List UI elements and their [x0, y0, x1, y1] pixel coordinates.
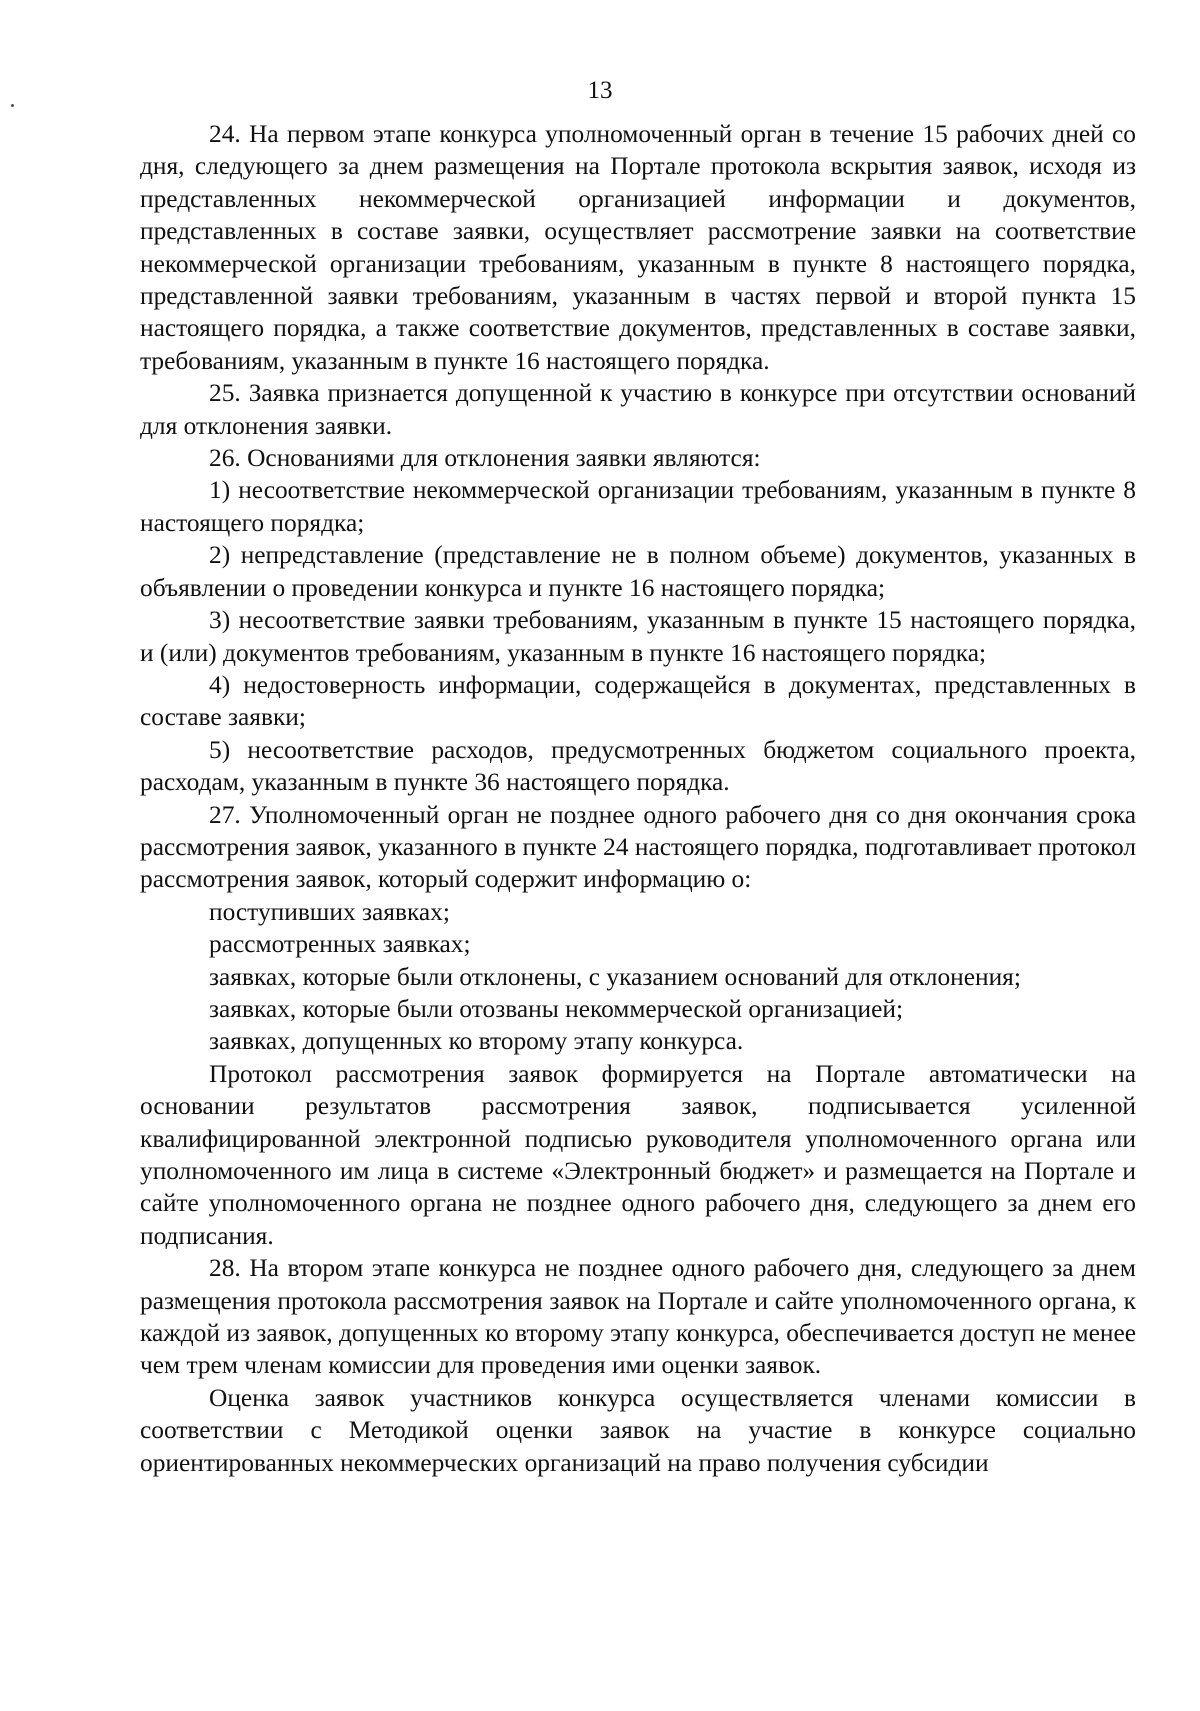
paragraph-26-item-4: 4) недостоверность информации, содержащейся в документах, представленных в составе заявки;: [140, 670, 1136, 732]
protocol-item: рассмотренных заявках;: [209, 930, 471, 959]
paragraph-25: 25. Заявка признается допущенной к участию в конкурсе при отсутствии оснований для отклонения заявки.: [140, 379, 1136, 440]
paragraph-26-item-5: 5) несоответствие расходов, предусмотренных бюджетом социального проекта, расходам, указанным в пункте 36 настоящего порядка.: [140, 735, 1136, 797]
paragraph-26-item-3: 3) несоответствие заявки требованиям, указанным в пункте 15 настоящего порядка, и (или) документов требованиям, указанным в пункте 16 настоящего порядка;: [140, 606, 1136, 667]
protocol-item: заявках, которые были отклонены, с указанием оснований для отклонения;: [209, 962, 1021, 991]
paragraph-24: 24. На первом этапе конкурса уполномоченный орган в течение 15 рабочих дней со дня, следующего за днем размещения на Портале протокола вскрытия заявок, исходя из представленных некоммерческой организацией информации и документов, представленных в составе заявки, осуществляет рассмотрение заявки на соответствие некоммерческой организации требованиям, указанным в пункте 8 настоящего порядка, представленной заявки требованиям, указанным в частях первой и второй пункта 15 настоящего порядка, а также соответствие документов, представленных в составе заявки, требованиям, указанным в пункте 16 настоящего порядка.: [140, 120, 1136, 375]
paragraph-28: 28. На втором этапе конкурса не позднее одного рабочего дня, следующего за днем размещения протокола рассмотрения заявок на Портале и сайте уполномоченного органа, к каждой из заявок, допущенных ко второму этапу конкурса, обеспечивается доступ не менее чем трем членам комиссии для проведения ими оценки заявок.: [140, 1254, 1136, 1380]
document-body: [140, 118, 1136, 1479]
protocol-item: заявках, допущенных ко второму этапу конкурса.: [209, 1027, 744, 1056]
paragraph-26-item-1: 1) несоответствие некоммерческой организации требованиям, указанным в пункте 8 настоящего порядка;: [140, 476, 1136, 537]
paragraph-26: 26. Основаниями для отклонения заявки являются:: [209, 444, 761, 473]
protocol-item: поступивших заявках;: [209, 897, 450, 926]
paragraph-evaluation: Оценка заявок участников конкурса осуществляется членами комиссии в соответствии с Методикой оценки заявок на участие в конкурсе социально ориентированных некоммерческих организаций на право получения субсидии: [140, 1383, 1136, 1477]
paragraph-protocol-formation: Протокол рассмотрения заявок формируется на Портале автоматически на основании результатов рассмотрения заявок, подписывается усиленной квалифицированной электронной подписью руководителя уполномоченного органа или уполномоченного им лица в системе «Электронный бюджет» и размещается на Портале и сайте уполномоченного органа не позднее одного рабочего дня, следующего за днем его подписания.: [140, 1059, 1136, 1250]
protocol-item: заявках, которые были отозваны некоммерческой организацией;: [209, 994, 903, 1023]
page-number: 13: [587, 77, 613, 104]
paragraph-27: 27. Уполномоченный орган не позднее одного рабочего дня со дня окончания срока рассмотрения заявок, указанного в пункте 24 настоящего порядка, подготавливает протокол рассмотрения заявок, который содержит информацию о:: [140, 800, 1136, 894]
paragraph-26-item-2: 2) непредставление (представление не в полном объеме) документов, указанных в объявлении о проведении конкурса и пункте 16 настоящего порядка;: [140, 541, 1136, 602]
